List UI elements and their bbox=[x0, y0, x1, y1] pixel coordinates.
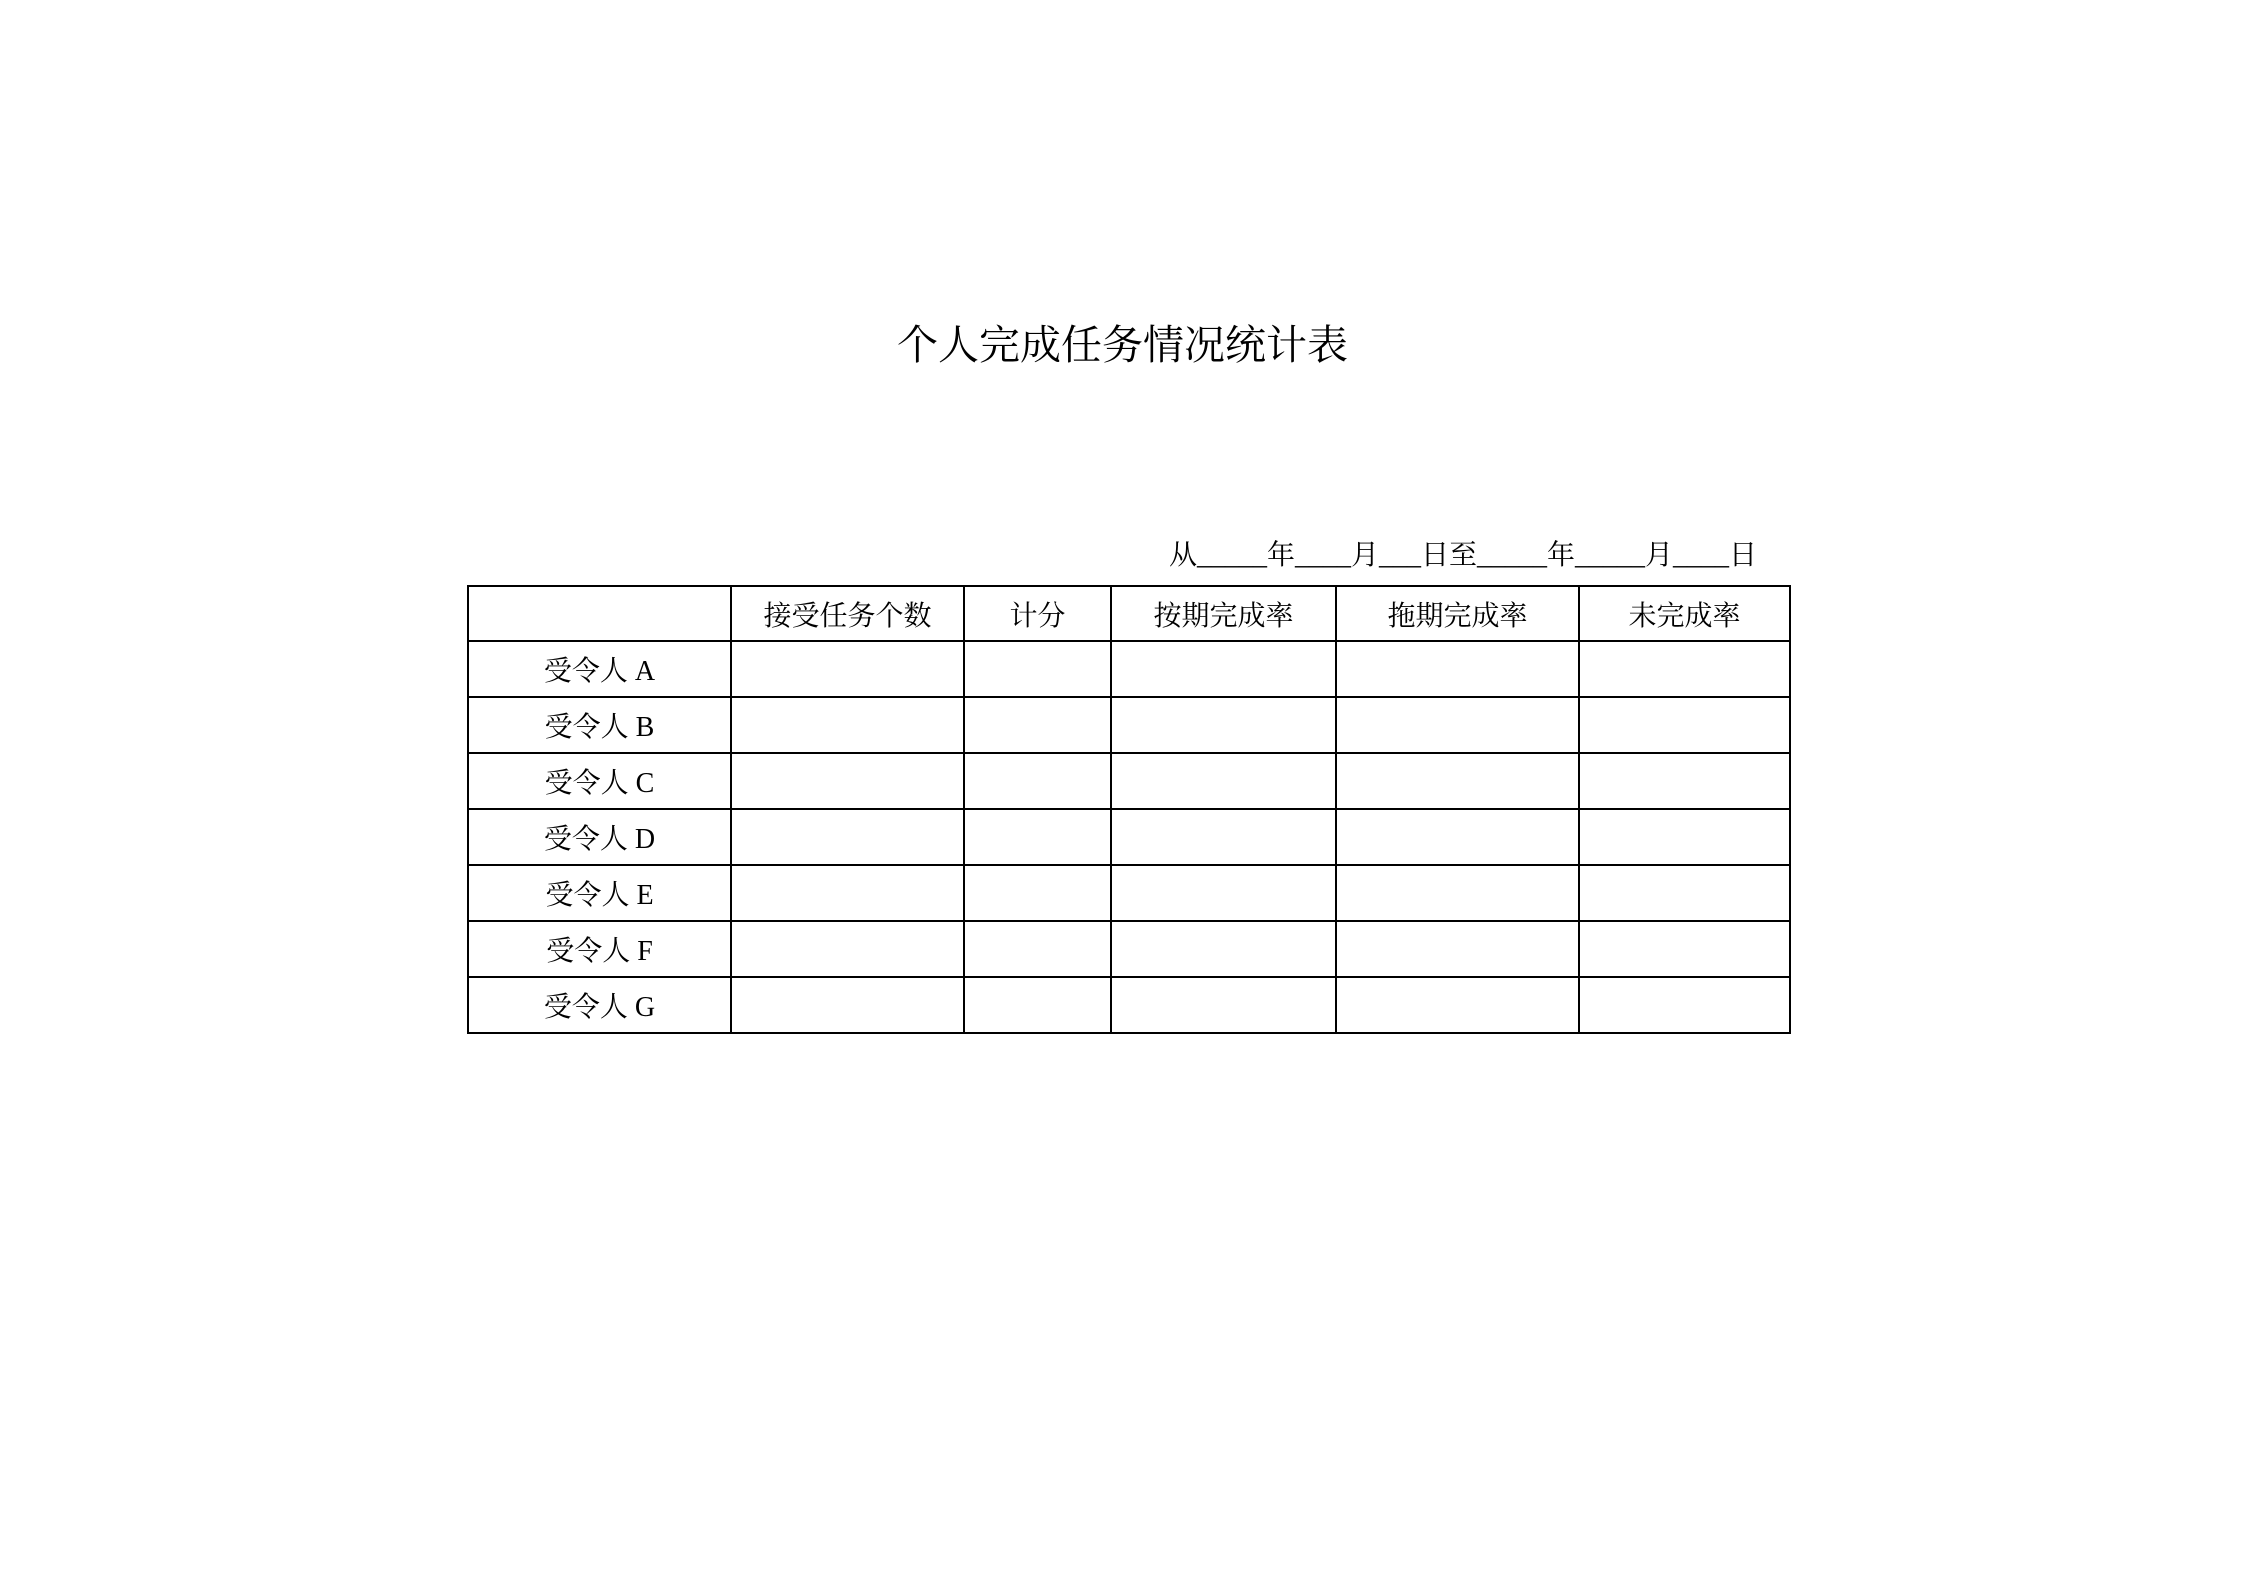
cell-score bbox=[964, 865, 1111, 921]
table-row bbox=[468, 921, 1790, 977]
page-title: 个人完成任务情况统计表 bbox=[897, 322, 1348, 368]
cell-incomplete-rate bbox=[1579, 921, 1790, 977]
cell-ontime-rate bbox=[1111, 865, 1336, 921]
cell-delayed-rate bbox=[1336, 977, 1579, 1033]
cell-ontime-rate bbox=[1111, 697, 1336, 753]
cell-delayed-rate bbox=[1336, 641, 1579, 697]
cell-score bbox=[964, 697, 1111, 753]
cell-tasks-received bbox=[731, 641, 964, 697]
cell-incomplete-rate bbox=[1579, 865, 1790, 921]
cell-score bbox=[964, 921, 1111, 977]
header-cell-score: 计分 bbox=[964, 586, 1111, 641]
table-row bbox=[468, 697, 1790, 753]
row-label: 受令人 D bbox=[468, 809, 731, 865]
cell-delayed-rate bbox=[1336, 697, 1579, 753]
cell-ontime-rate bbox=[1111, 977, 1336, 1033]
cell-incomplete-rate bbox=[1579, 697, 1790, 753]
table-row bbox=[468, 865, 1790, 921]
task-statistics-table bbox=[467, 585, 1791, 1034]
cell-incomplete-rate bbox=[1579, 641, 1790, 697]
row-label: 受令人 C bbox=[468, 753, 731, 809]
cell-tasks-received bbox=[731, 865, 964, 921]
header-cell-ontime-rate: 按期完成率 bbox=[1111, 586, 1336, 641]
cell-delayed-rate bbox=[1336, 921, 1579, 977]
cell-delayed-rate bbox=[1336, 865, 1579, 921]
header-cell-incomplete-rate: 未完成率 bbox=[1579, 586, 1790, 641]
header-cell-blank bbox=[468, 586, 731, 641]
row-label: 受令人 F bbox=[468, 921, 731, 977]
date-range-line: 从_____年____月___日至_____年_____月____日 bbox=[1168, 540, 1757, 571]
cell-score bbox=[964, 753, 1111, 809]
cell-tasks-received bbox=[731, 809, 964, 865]
cell-delayed-rate bbox=[1336, 753, 1579, 809]
table-row bbox=[468, 641, 1790, 697]
cell-tasks-received bbox=[731, 921, 964, 977]
cell-ontime-rate bbox=[1111, 753, 1336, 809]
cell-ontime-rate bbox=[1111, 641, 1336, 697]
cell-incomplete-rate bbox=[1579, 977, 1790, 1033]
cell-tasks-received bbox=[731, 977, 964, 1033]
row-label: 受令人 B bbox=[468, 697, 731, 753]
cell-incomplete-rate bbox=[1579, 753, 1790, 809]
cell-score bbox=[964, 641, 1111, 697]
cell-ontime-rate bbox=[1111, 809, 1336, 865]
cell-tasks-received bbox=[731, 753, 964, 809]
header-cell-tasks-received: 接受任务个数 bbox=[731, 586, 964, 641]
table-row bbox=[468, 753, 1790, 809]
cell-score bbox=[964, 977, 1111, 1033]
row-label: 受令人 E bbox=[468, 865, 731, 921]
cell-delayed-rate bbox=[1336, 809, 1579, 865]
cell-tasks-received bbox=[731, 697, 964, 753]
table-header-row bbox=[468, 586, 1790, 641]
table-row bbox=[468, 809, 1790, 865]
row-label: 受令人 G bbox=[468, 977, 731, 1033]
header-cell-delayed-rate: 拖期完成率 bbox=[1336, 586, 1579, 641]
cell-ontime-rate bbox=[1111, 921, 1336, 977]
cell-score bbox=[964, 809, 1111, 865]
table-row bbox=[468, 977, 1790, 1033]
cell-incomplete-rate bbox=[1579, 809, 1790, 865]
row-label: 受令人 A bbox=[468, 641, 731, 697]
